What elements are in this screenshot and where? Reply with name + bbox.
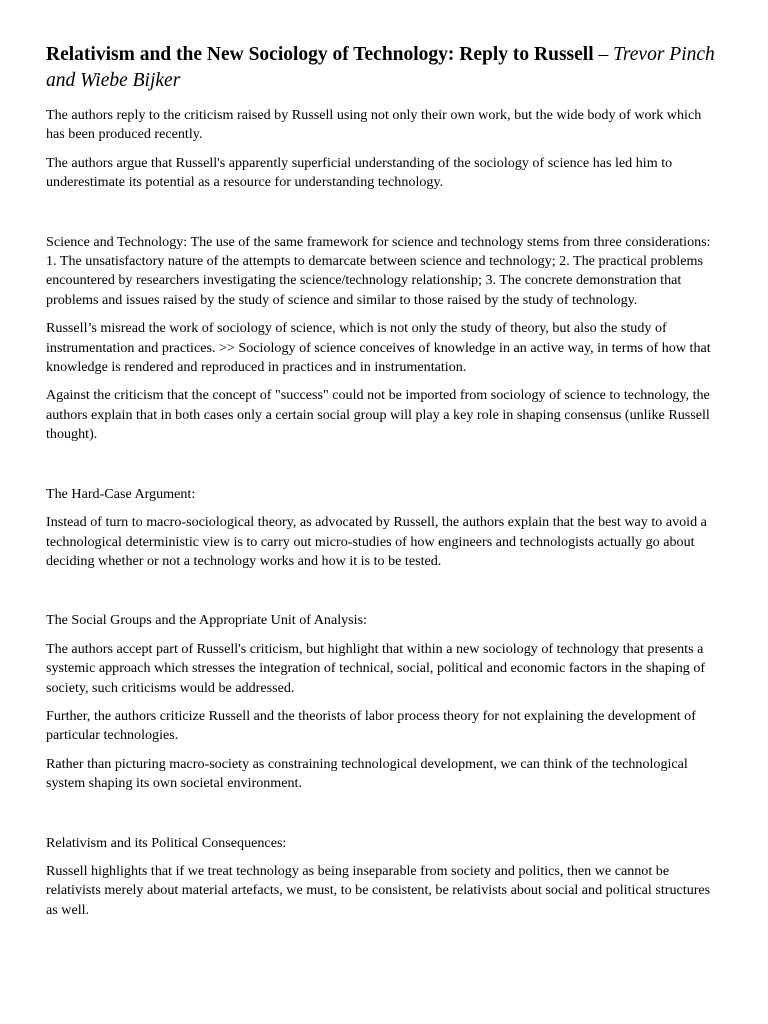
document-title — [46, 42, 722, 94]
section-paragraph: Science and Technology: The use of the same framework for science and technology stems from three considerations: 1. The unsatisfactory nature of the attempts to demarcate between science and technology; 2. The practical problems encountered by researchers investigating the science/technology relationship; 3. The concrete demonstration that problems and issues raised by the study of science and similar to those raised by the study of technology. — [46, 233, 711, 308]
intro-paragraph: The authors argue that Russell's apparently superficial understanding of the sociology of science has led him to underestimate its potential as a resource for understanding technology. — [46, 154, 673, 191]
section-paragraph: Rather than picturing macro-society as constraining technological development, we can think of the technological system shaping its own societal environment. — [46, 755, 688, 792]
title-authors: Trevor Pinch and Wiebe Bijker — [46, 44, 715, 91]
section-spacer — [46, 454, 722, 485]
section-heading: Relativism and its Political Consequences: — [46, 834, 287, 851]
section-paragraph: Against the criticism that the concept of "success" could not be imported from sociology of science to technology, the authors explain that in both cases only a certain social group will play a key role in shaping consensus (unlike Russell thought). — [46, 387, 710, 443]
section-heading: The Hard-Case Argument: — [46, 485, 196, 502]
section-spacer — [46, 202, 722, 233]
title-main: Relativism and the New Sociology of Technology: Reply to Russell — [46, 44, 594, 65]
section-paragraph: The authors accept part of Russell's criticism, but highlight that within a new sociology of technology that presents a systemic approach which stresses the integration of technical, social, political and economic factors in the shaping of society, such criticisms would be addressed. — [46, 640, 706, 696]
section-heading: The Social Groups and the Appropriate Unit of Analysis: — [46, 612, 367, 629]
section-spacer — [46, 580, 722, 611]
section-paragraph: Instead of turn to macro-sociological theory, as advocated by Russell, the authors explain that the best way to avoid a technological deterministic view is to carry out micro-studies of how engineers and technologists actually go about deciding whether or not a technology works and how it is to be tested. — [46, 514, 707, 569]
section-paragraph: Further, the authors criticize Russell and the theorists of labor process theory for not explaining the development of particular technologies. — [46, 707, 696, 744]
section-paragraph: Russell highlights that if we treat technology as being inseparable from society and politics, then we cannot be relativists merely about material artefacts, we must, to be consistent, be relativists about social and political structures as well. — [46, 862, 711, 918]
title-separator: – — [593, 44, 614, 65]
section-paragraph: Russell’s misread the work of sociology of science, which is not only the study of theory, but also the study of instrumentation and practices. >> Sociology of science conceives of knowledge in an active way, in terms of how that knowledge is rendered and reproduced in practices and in instrumentation. — [46, 320, 711, 376]
section-spacer — [46, 803, 722, 834]
intro-paragraph: The authors reply to the criticism raised by Russell using not only their own work, but the wide body of work which has been produced recently. — [46, 107, 702, 143]
